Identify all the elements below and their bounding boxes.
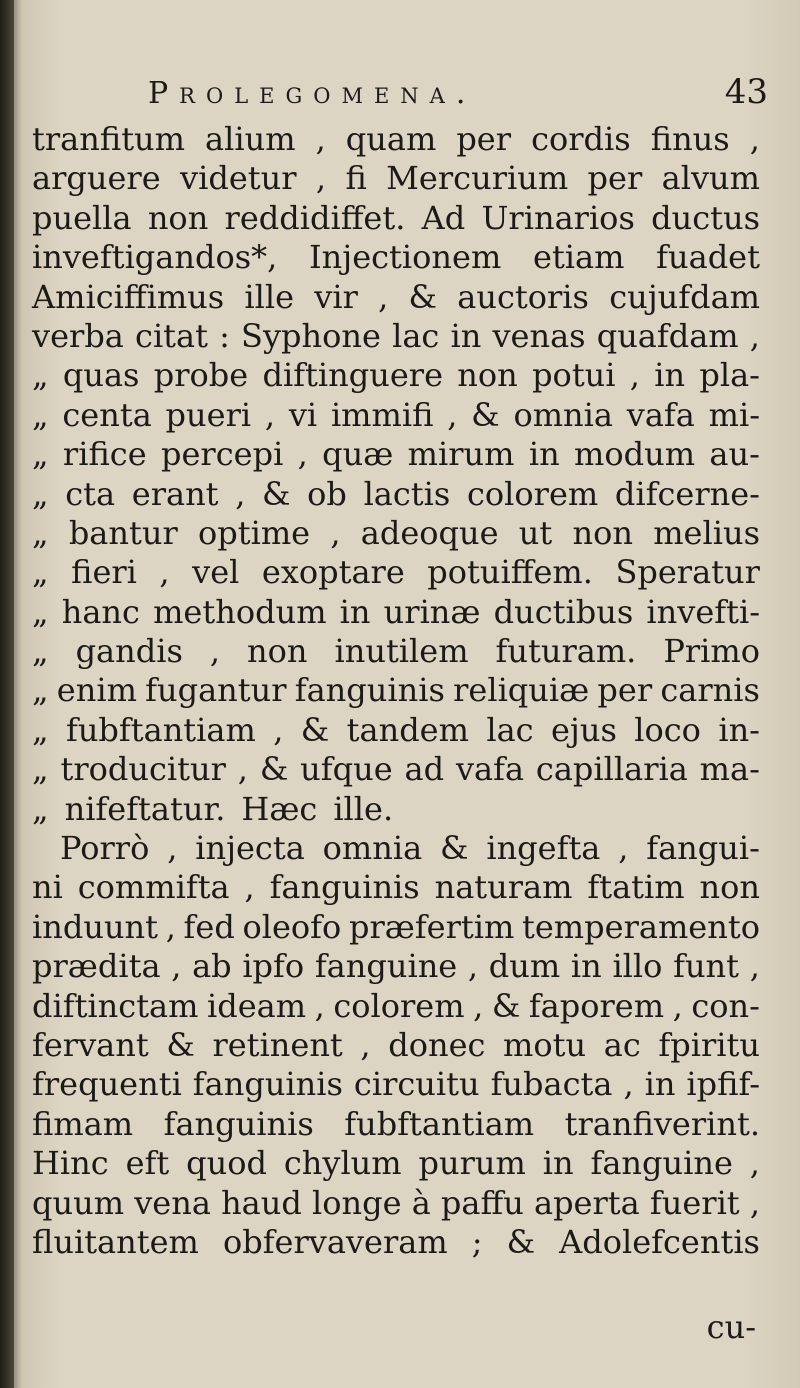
- text-line: prædita , ab ipfo fanguine , dum in illo funt ,: [32, 947, 760, 986]
- text-line: frequenti fanguinis circuitu fubacta , in ipfif-: [32, 1065, 760, 1104]
- catchword: cu-: [706, 1308, 756, 1346]
- body-text: [32, 120, 760, 1262]
- page-header: [148, 72, 768, 120]
- text-line: „ rifice percepi , quæ mirum in modum au-: [32, 435, 760, 474]
- text-line: „ fubftantiam , & tandem lac ejus loco in-: [32, 710, 760, 749]
- text-line: „ gandis , non inutilem futuram. Primo: [32, 632, 760, 671]
- text-line: „ quas probe diftinguere non potui , in pla-: [32, 356, 760, 395]
- text-line: „ fieri , vel exoptare potuiffem. Speratur: [32, 553, 760, 592]
- running-title: Prolegomena.: [148, 76, 477, 111]
- page-number: 43: [724, 72, 768, 112]
- text-line: Porrò , injecta omnia & ingefta , fangui-: [60, 829, 760, 868]
- text-line: verba citat : Syphone lac in venas quafdam ,: [32, 316, 760, 355]
- text-line: „ bantur optime , adeoque ut non melius: [32, 513, 760, 552]
- text-line: „ troducitur , & ufque ad vafa capillaria ma-: [32, 750, 760, 789]
- text-line: fluitantem obfervaveram ; & Adolefcentis: [32, 1222, 760, 1261]
- text-line: „ enim fugantur fanguinis reliquiæ per carnis: [32, 671, 760, 710]
- page-gutter-shadow: [0, 0, 14, 1388]
- text-line: induunt , fed oleofo præfertim temperamento: [32, 907, 760, 946]
- text-line: arguere videtur , fi Mercurium per alvum: [32, 159, 760, 198]
- text-line: quum vena haud longe à paffu aperta fuerit ,: [32, 1183, 760, 1222]
- text-line: „ cta erant , & ob lactis colorem difcerne-: [32, 474, 760, 513]
- text-line: tranfitum alium , quam per cordis finus ,: [32, 120, 760, 158]
- text-line: inveftigandos*, Injectionem etiam fuadet: [32, 238, 760, 277]
- text-line: Hinc eft quod chylum purum in fanguine ,: [32, 1144, 760, 1183]
- text-line: „ hanc methodum in urinæ ductibus invefti-: [32, 592, 760, 631]
- text-line: „ nifeftatur. Hæc ille.: [32, 789, 394, 828]
- text-line: puella non reddidiffet. Ad Urinarios ductus: [32, 198, 760, 237]
- text-line: „ centa pueri , vi immifi , & omnia vafa mi-: [32, 395, 760, 434]
- text-line: diftinctam ideam , colorem , & faporem , con-: [32, 986, 760, 1025]
- text-line: ni commifta , fanguinis naturam ftatim non: [32, 868, 760, 907]
- text-line: Amiciffimus ille vir , & auctoris cujufdam: [32, 277, 760, 316]
- text-line: fervant & retinent , donec motu ac fpiritu: [32, 1025, 760, 1064]
- text-line: fimam fanguinis fubftantiam tranfiverint.: [32, 1104, 760, 1143]
